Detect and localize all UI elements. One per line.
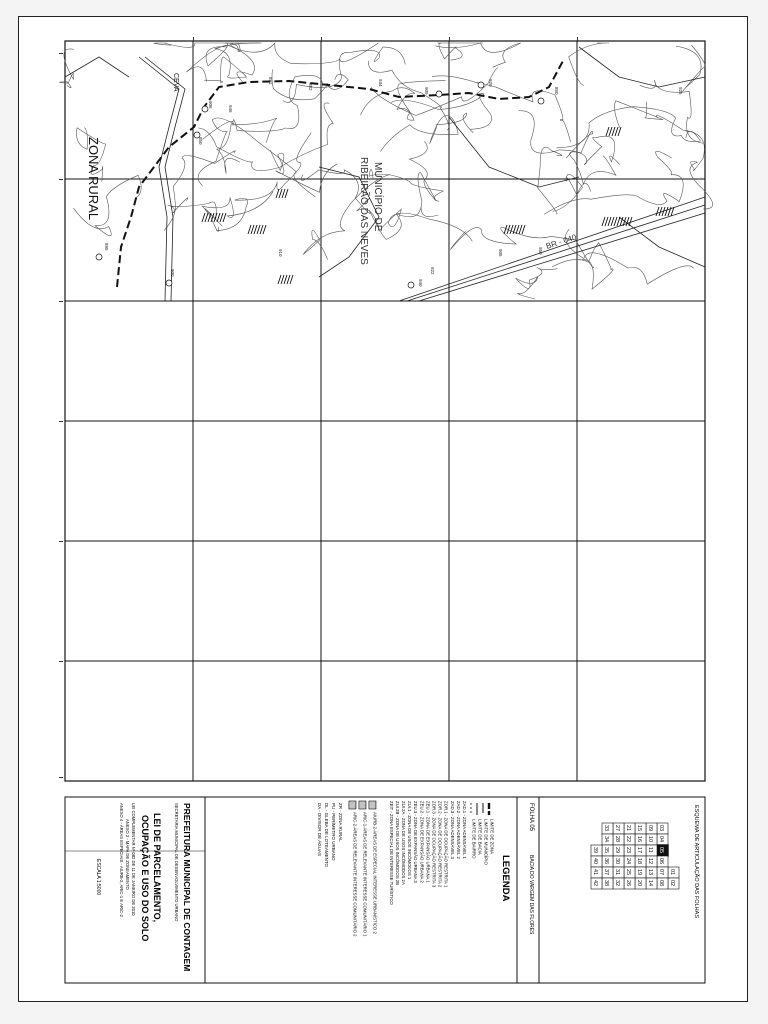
spot-label: 882 (308, 83, 313, 91)
folha-label: FOLHA 05 (528, 803, 534, 832)
bacia-label: BACIA DO VARGEM DAS FLORES (528, 855, 534, 935)
sheet-cell-label: 13 (647, 869, 653, 876)
lei-title-line-1: LEI DE PARCELAMENTO, (152, 813, 162, 923)
sheet-cell-label: 36 (603, 858, 609, 865)
sheet-cell-label: 15 (636, 825, 642, 832)
spot-label: 895 (104, 243, 109, 251)
legend-zone-label: ZEU.2 - ZONA DE EXPANSÃO URBANA 2 (419, 801, 425, 883)
legend-abbrev-label: PU - PERÍMETRO URBANO (331, 803, 336, 861)
sheet-cell-label: 09 (647, 825, 653, 832)
sheet-cell-label: 08 (658, 880, 664, 887)
sheet-cell-label: 10 (647, 836, 653, 843)
sheet-cell-label: 42 (592, 880, 598, 887)
legend-zone-label: ZUI.1 - ZONA DE USOS INCÔMODOS 1 (407, 801, 413, 880)
sheet-cell-label: 01 (669, 869, 675, 876)
sheet-cell-label: 12 (647, 858, 653, 865)
spot-label: 920 (488, 79, 493, 87)
spot-label: 922 (430, 267, 435, 275)
legend-abbrev-label: DA - DIVISOR DE ÁGUAS (317, 803, 322, 857)
sheet-cell-label: 21 (625, 825, 631, 832)
zona-rural-label: ZONA RURAL (86, 137, 101, 221)
prefeitura-title: PREFEITURA MUNICIPAL DE CONTAGEM (182, 803, 192, 972)
spot-label: 905 (498, 249, 503, 257)
legend-zone-label: ZOR.2 - ZONA DE OCUPAÇÃO RESTRITA 2 (437, 801, 443, 888)
articulation-title: ESQUEMA DE ARTICULAÇÃO DAS FOLHAS (693, 805, 699, 918)
sheet-cell-label: 20 (636, 880, 642, 887)
sheet-cell-label: 41 (592, 869, 598, 876)
legend-area-label: ARIC-1-ÁREAS DE RELEVANTE INTERESSE COMUNITÁRIO 1 (362, 812, 368, 937)
legend-zone-label: ZOR.1 - ZONA DE OCUPAÇÃO RESTRITA 1 (443, 801, 449, 888)
legend-area-label: ARIC-2-ÁREAS DE RELEVANTE INTERESSE COMUNITÁRIO 2 (352, 812, 358, 937)
sheet-cell-label: 23 (625, 847, 631, 854)
sheet-cell-label: 29 (614, 847, 620, 854)
spot-label: 950 (538, 247, 543, 255)
legend-line-label: LIMITE DE BAIRRO (471, 819, 477, 859)
legend-line-label: LIMITE DE BACIA (477, 819, 483, 855)
legend-zone-label: ZOR.3 - ZONA DE OCUPAÇÃO RESTRITA 3 (431, 801, 437, 888)
legend-zone-label: ZAD.3 - ZONA ADENSÁVEL 3 (449, 801, 455, 859)
legend-line-label: LIMITE DE ZONA (489, 819, 495, 854)
legend-zone-label: ZEU.3 - ZONA DE EXPANSÃO URBANA 3 (413, 801, 419, 883)
spot-label: 925 (678, 87, 683, 95)
sheet-cell-label: 22 (625, 836, 631, 843)
map-canvas (19, 17, 746, 1000)
articulation-grid (591, 823, 679, 889)
sheet-cell-label: 16 (636, 836, 642, 843)
legend-zone-label: ZUI.2B - ZONA DE USOS INCÔMODOS 2B (394, 801, 400, 886)
legend-area-label: AIURB-2-ÁREAS DE ESPECIAL INTERESSE URBANÍSTICO 2 (372, 812, 378, 934)
sheet-cell-label: 30 (614, 858, 620, 865)
sheet-cell-label: 25 (625, 869, 631, 876)
sheet-cell-label: 18 (636, 858, 642, 865)
title-strip (65, 797, 705, 983)
map-sheet (18, 16, 748, 1002)
road-label-br040: BR - 040 (544, 232, 578, 251)
spot-label: 891 (268, 77, 273, 85)
sheet-cell-label: 31 (614, 869, 620, 876)
sheet-cell-label: 33 (603, 825, 609, 832)
sheet-cell-label: 02 (669, 880, 675, 887)
sheet-cell-label: 24 (625, 858, 631, 865)
spot-label: 946 (228, 105, 233, 113)
spot-label-ceva: CEVA (172, 73, 179, 92)
spot-label: 906 (208, 101, 213, 109)
legend-zone-label: ZEIT - ZONA ESPECIAL DE INTERESSE TURÍSTICO (388, 801, 394, 905)
legend-zone-label: ZAD.1 - ZONA ADENSÁVEL 1 (462, 801, 467, 859)
legend-title: LEGENDA (500, 855, 511, 902)
legend-abbrev-label: ZR - ZONA RURAL (338, 803, 343, 842)
sheet-cell-label: 27 (614, 825, 620, 832)
spot-label: 850 (554, 87, 559, 95)
sheet-cell-label: 35 (603, 847, 609, 854)
spot-label: 934 (378, 79, 383, 87)
spot-label: 850 (198, 137, 203, 145)
sheet-cell-label: 03 (658, 825, 664, 832)
spot-label: 900 (170, 269, 175, 277)
legend-zone-label: ZUI.2A - ZONA DE USOS INCÔMODOS 2A (401, 801, 406, 885)
sheet-cell-label: 39 (592, 847, 598, 854)
sheet-cell-label: 05 (658, 847, 664, 854)
lei-title-line-2: OCUPAÇÃO E USO DO SOLO (140, 815, 150, 942)
lei-sub-3: ANEXO 4 - ÁREAS ESPECIAIS - AIURB-2, ARIC-1 E ARIC-2 (119, 803, 124, 917)
sheet-cell-label: 26 (625, 880, 631, 887)
map-frame (59, 37, 713, 781)
sheet-cell-label: 37 (603, 869, 609, 876)
sheet-cell-label: 14 (647, 880, 653, 887)
sheet-cell-label: 04 (658, 836, 664, 843)
sheet-cell-label: 06 (658, 858, 664, 865)
sheet-cell-label: 34 (603, 836, 609, 843)
sheet-cell-label: 07 (658, 869, 664, 876)
legend-area-items (349, 801, 378, 937)
municipio-label-line-1: MUNICÍPIO DE (372, 162, 383, 232)
sheet-cell-label: 11 (647, 847, 653, 853)
spot-label: 910 (278, 249, 283, 257)
legend-line-label: LIMITE DE MUNICÍPIO (483, 819, 489, 865)
spot-label: 909 (424, 87, 429, 95)
sheet-cell-label: 19 (636, 869, 642, 876)
lei-sub-1: LEI COMPLEMENTAR Nº 082 DE 11 DE JANEIRO DE 2010 (131, 803, 136, 916)
sheet-cell-label: 32 (614, 880, 620, 887)
legend-zone-label: ZEU.1 - ZONA DE EXPANSÃO URBANA 1 (425, 801, 431, 883)
sheet-cell-label: 17 (636, 847, 642, 854)
lei-sub-2: ANEXO 2 - MAPA DE ZONEAMENTO (125, 819, 130, 890)
escala-label: ESCALA 1:5000 (95, 859, 101, 896)
municipio-label-line-2: RIBEIRÃO DAS NEVES (358, 157, 369, 265)
sheet-cell-label: 28 (614, 836, 620, 843)
sheet-cell-label: 40 (592, 858, 598, 865)
spot-label: 940 (418, 279, 423, 287)
secretaria-subtitle: SECRETARIA MUNICIPAL DE DESENVOLVIMENTO URBANO (174, 803, 179, 922)
sheet-cell-label: 38 (603, 880, 609, 887)
legend-abbrev-label: DL - GLEBA DE LOTEAMENTO (324, 803, 329, 868)
legend-zone-label: ZAD.2 - ZONA ADENSÁVEL 2 (455, 801, 461, 859)
